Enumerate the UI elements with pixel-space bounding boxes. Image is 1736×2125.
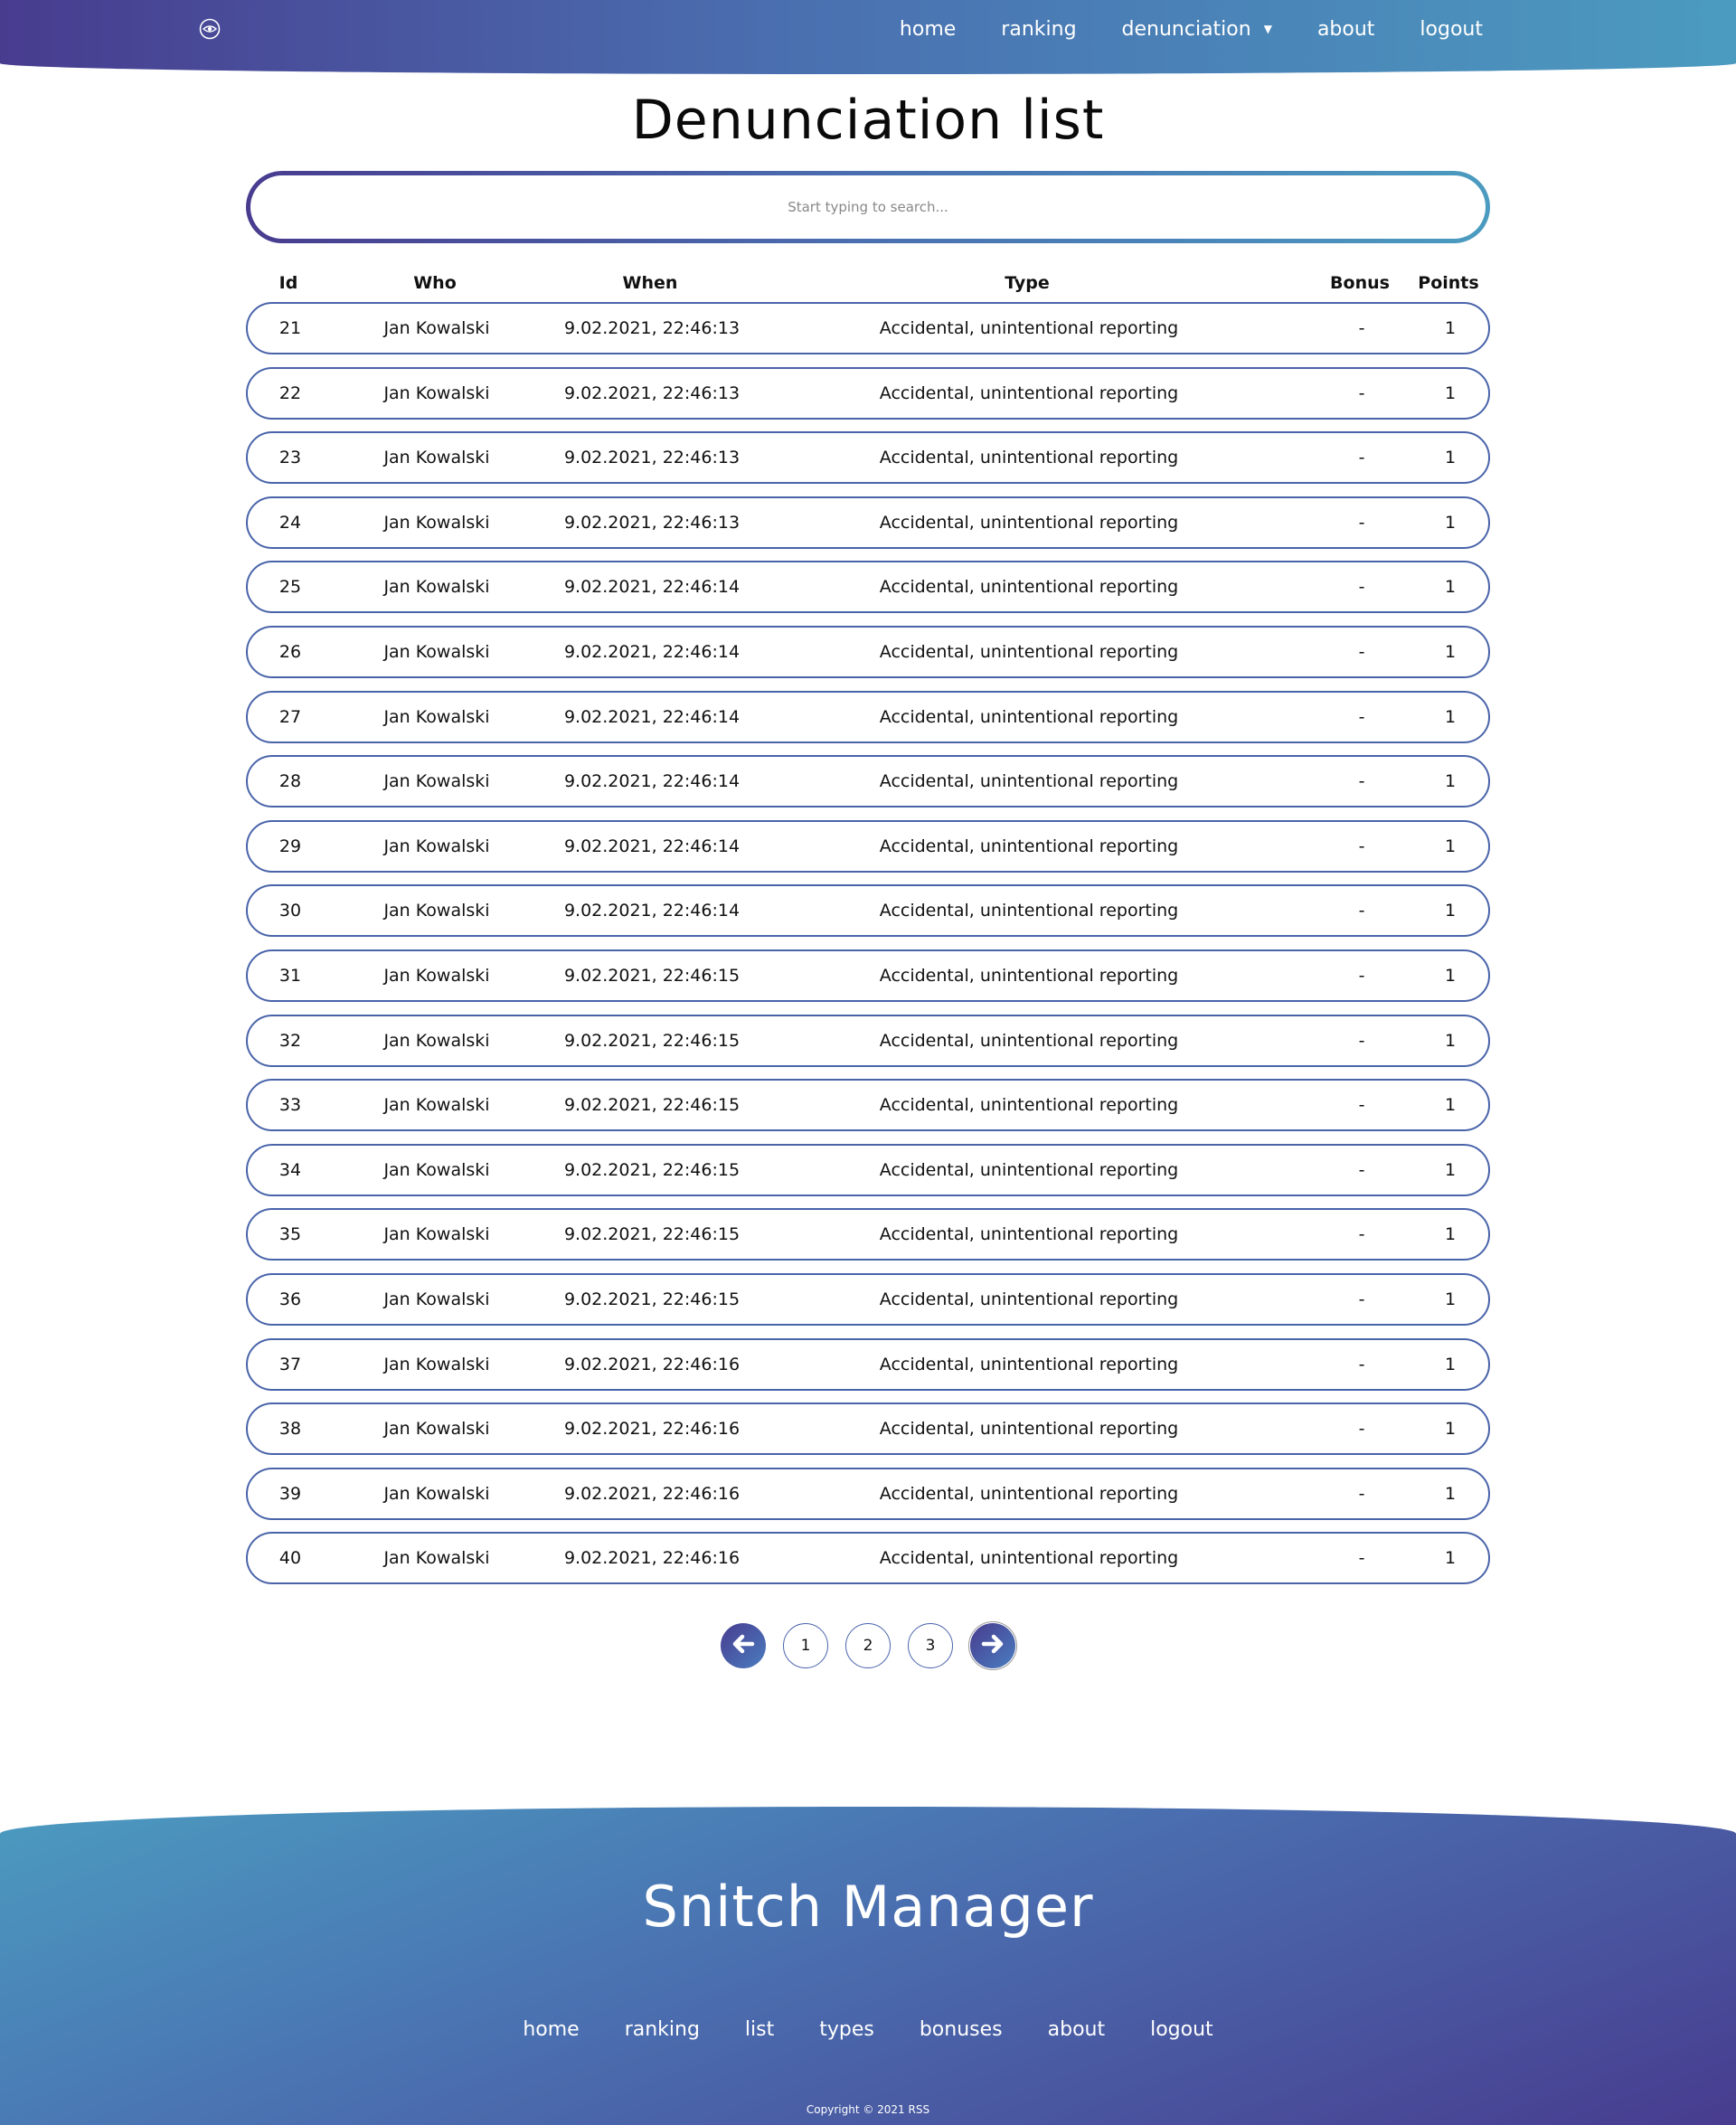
footer-title: Snitch Manager [642,1874,1094,1940]
cell-who: Jan Kowalski [383,577,490,598]
cell-type: Accidental, unintentional reporting [879,901,1179,921]
cell-type: Accidental, unintentional reporting [879,577,1179,598]
column-header-who: Who [413,273,457,293]
cell-when: 9.02.2021, 22:46:16 [563,1548,741,1569]
cell-id: 23 [278,448,302,468]
cell-type: Accidental, unintentional reporting [879,382,1179,403]
cell-id: 22 [278,382,302,403]
nav-link-label: logout [1420,17,1483,41]
cell-points: 1 [1444,1354,1457,1374]
cell-who: Jan Kowalski [383,1483,490,1504]
cell-when: 9.02.2021, 22:46:13 [563,512,741,533]
cell-bonus: - [1358,641,1365,662]
table-row[interactable] [246,1532,1490,1584]
pagination [0,1622,1736,1669]
arrow-left-icon [728,1629,759,1664]
footer-links [0,2018,1736,2041]
cell-when: 9.02.2021, 22:46:15 [563,1224,741,1245]
cell-points: 1 [1444,512,1457,533]
footer-link-bonuses[interactable]: bonuses [919,2018,1003,2041]
cell-id: 33 [278,1095,302,1116]
cell-bonus: - [1358,1224,1365,1245]
cell-type: Accidental, unintentional reporting [879,965,1179,986]
cell-bonus: - [1358,1483,1365,1504]
table-row[interactable] [246,1338,1490,1391]
cell-type: Accidental, unintentional reporting [879,1030,1179,1051]
copyright: Copyright © 2021 RSS [806,2103,930,2116]
cell-who: Jan Kowalski [383,512,490,533]
search-box [246,171,1490,243]
cell-points: 1 [1444,1548,1457,1569]
eye-icon[interactable] [198,17,222,41]
cell-id: 34 [278,1159,302,1180]
cell-who: Jan Kowalski [383,771,490,792]
table-row[interactable] [246,431,1490,484]
cell-bonus: - [1358,1030,1365,1051]
table-row[interactable] [246,561,1490,613]
table-row[interactable] [246,1468,1490,1520]
search-input[interactable] [250,175,1486,239]
cell-who: Jan Kowalski [383,1159,490,1180]
nav-link-label: about [1316,17,1375,41]
cell-who: Jan Kowalski [383,1548,490,1569]
cell-points: 1 [1444,836,1457,856]
cell-type: Accidental, unintentional reporting [879,836,1179,856]
table-row[interactable] [246,691,1490,743]
table-row[interactable] [246,1015,1490,1067]
nav-link-label: denunciation [1121,17,1251,41]
cell-who: Jan Kowalski [383,318,490,338]
footer [0,1807,1736,2125]
column-header-points: Points [1418,273,1479,293]
cell-type: Accidental, unintentional reporting [879,1095,1179,1116]
column-header-id: Id [278,273,298,293]
table-row[interactable] [246,820,1490,873]
cell-bonus: - [1358,318,1365,338]
table-row[interactable] [246,302,1490,354]
table-row[interactable] [246,1402,1490,1455]
cell-id: 25 [278,577,302,598]
cell-bonus: - [1358,1354,1365,1374]
cell-when: 9.02.2021, 22:46:14 [563,901,741,921]
cell-points: 1 [1444,577,1457,598]
next-page-button[interactable] [970,1623,1015,1668]
cell-who: Jan Kowalski [383,1289,490,1309]
cell-type: Accidental, unintentional reporting [879,448,1179,468]
cell-points: 1 [1444,382,1457,403]
cell-who: Jan Kowalski [383,836,490,856]
cell-bonus: - [1358,382,1365,403]
footer-link-logout[interactable]: logout [1150,2018,1213,2041]
table-body [246,302,1490,1597]
cell-id: 30 [278,901,302,921]
cell-id: 29 [278,836,302,856]
cell-when: 9.02.2021, 22:46:15 [563,1030,741,1051]
cell-who: Jan Kowalski [383,1419,490,1440]
cell-id: 36 [278,1289,302,1309]
footer-link-list[interactable]: list [744,2018,775,2041]
cell-when: 9.02.2021, 22:46:14 [563,577,741,598]
cell-bonus: - [1358,1159,1365,1180]
nav-link-ranking[interactable] [1001,18,1076,41]
cell-type: Accidental, unintentional reporting [879,771,1179,792]
cell-type: Accidental, unintentional reporting [879,1289,1179,1309]
cell-who: Jan Kowalski [383,1095,490,1116]
cell-when: 9.02.2021, 22:46:15 [563,1159,741,1180]
table-row[interactable] [246,1273,1490,1326]
cell-when: 9.02.2021, 22:46:16 [563,1483,741,1504]
prev-page-button[interactable] [721,1623,766,1668]
cell-id: 35 [278,1224,302,1245]
cell-bonus: - [1358,836,1365,856]
cell-type: Accidental, unintentional reporting [879,706,1179,727]
cell-id: 24 [278,512,302,533]
cell-points: 1 [1444,1095,1457,1116]
nav-link-logout[interactable] [1420,18,1483,41]
cell-type: Accidental, unintentional reporting [879,318,1179,338]
cell-id: 37 [278,1354,302,1374]
cell-when: 9.02.2021, 22:46:13 [563,382,741,403]
cell-bonus: - [1358,1548,1365,1569]
cell-when: 9.02.2021, 22:46:14 [563,706,741,727]
cell-type: Accidental, unintentional reporting [879,1483,1179,1504]
nav-link-about[interactable] [1317,18,1374,41]
table-row[interactable] [246,1079,1490,1131]
cell-points: 1 [1444,1224,1457,1245]
cell-type: Accidental, unintentional reporting [879,1354,1179,1374]
footer-link-about[interactable]: about [1047,2018,1106,2041]
column-header-bonus: Bonus [1330,273,1390,293]
footer-link-home[interactable]: home [523,2018,580,2041]
navbar [0,0,1736,74]
cell-id: 40 [278,1548,302,1569]
cell-points: 1 [1444,318,1457,338]
cell-points: 1 [1444,641,1457,662]
cell-who: Jan Kowalski [383,641,490,662]
table-row[interactable] [246,367,1490,420]
cell-who: Jan Kowalski [383,1224,490,1245]
table-row[interactable] [246,626,1490,678]
column-header-type: Type [1005,273,1050,293]
nav-link-denunciation[interactable] [1122,18,1272,41]
cell-when: 9.02.2021, 22:46:15 [563,1289,741,1309]
table-row[interactable] [246,884,1490,937]
nav-links [900,0,1483,58]
cell-points: 1 [1444,448,1457,468]
table-row[interactable] [246,755,1490,808]
cell-bonus: - [1358,577,1365,598]
footer-link-types[interactable]: types [819,2018,874,2041]
cell-when: 9.02.2021, 22:46:16 [563,1419,741,1440]
cell-when: 9.02.2021, 22:46:15 [563,1095,741,1116]
cell-when: 9.02.2021, 22:46:14 [563,836,741,856]
cell-bonus: - [1358,965,1365,986]
cell-points: 1 [1444,1030,1457,1051]
table-row[interactable] [246,496,1490,549]
cell-type: Accidental, unintentional reporting [879,1548,1179,1569]
cell-type: Accidental, unintentional reporting [879,641,1179,662]
nav-link-label: home [899,17,957,41]
cell-id: 27 [278,706,302,727]
cell-when: 9.02.2021, 22:46:16 [563,1354,741,1374]
cell-who: Jan Kowalski [383,382,490,403]
arrow-right-icon [977,1629,1008,1664]
cell-points: 1 [1444,1483,1457,1504]
cell-points: 1 [1444,965,1457,986]
page-button-1[interactable]: 1 [783,1623,828,1668]
column-header-when: When [622,273,678,293]
cell-bonus: - [1358,1095,1365,1116]
cell-bonus: - [1358,512,1365,533]
table-row[interactable] [246,1144,1490,1196]
table-header [246,269,1490,297]
cell-type: Accidental, unintentional reporting [879,1224,1179,1245]
cell-who: Jan Kowalski [383,448,490,468]
cell-bonus: - [1358,706,1365,727]
nav-link-home[interactable] [900,18,956,41]
page-button-3[interactable]: 3 [908,1623,953,1668]
cell-bonus: - [1358,771,1365,792]
table-row[interactable] [246,949,1490,1002]
cell-id: 38 [278,1419,302,1440]
cell-who: Jan Kowalski [383,1030,490,1051]
footer-link-ranking[interactable]: ranking [624,2018,700,2041]
cell-id: 39 [278,1483,302,1504]
cell-when: 9.02.2021, 22:46:14 [563,641,741,662]
cell-points: 1 [1444,706,1457,727]
cell-id: 21 [278,318,302,338]
cell-when: 9.02.2021, 22:46:13 [563,318,741,338]
cell-when: 9.02.2021, 22:46:14 [563,771,741,792]
cell-points: 1 [1444,1159,1457,1180]
nav-link-label: ranking [1001,17,1077,41]
cell-who: Jan Kowalski [383,901,490,921]
cell-id: 26 [278,641,302,662]
cell-id: 31 [278,965,302,986]
cell-who: Jan Kowalski [383,965,490,986]
cell-who: Jan Kowalski [383,706,490,727]
cell-who: Jan Kowalski [383,1354,490,1374]
cell-bonus: - [1358,448,1365,468]
cell-type: Accidental, unintentional reporting [879,512,1179,533]
cell-id: 28 [278,771,302,792]
cell-when: 9.02.2021, 22:46:13 [563,448,741,468]
cell-id: 32 [278,1030,302,1051]
cell-bonus: - [1358,1419,1365,1440]
cell-bonus: - [1358,1289,1365,1309]
page-title: Denunciation list [631,89,1105,152]
cell-when: 9.02.2021, 22:46:15 [563,965,741,986]
cell-points: 1 [1444,1419,1457,1440]
cell-points: 1 [1444,771,1457,792]
caret-down-icon: ▼ [1263,23,1272,35]
table-row[interactable] [246,1208,1490,1261]
page-button-2[interactable]: 2 [845,1623,891,1668]
cell-type: Accidental, unintentional reporting [879,1159,1179,1180]
cell-type: Accidental, unintentional reporting [879,1419,1179,1440]
cell-points: 1 [1444,901,1457,921]
cell-points: 1 [1444,1289,1457,1309]
cell-bonus: - [1358,901,1365,921]
